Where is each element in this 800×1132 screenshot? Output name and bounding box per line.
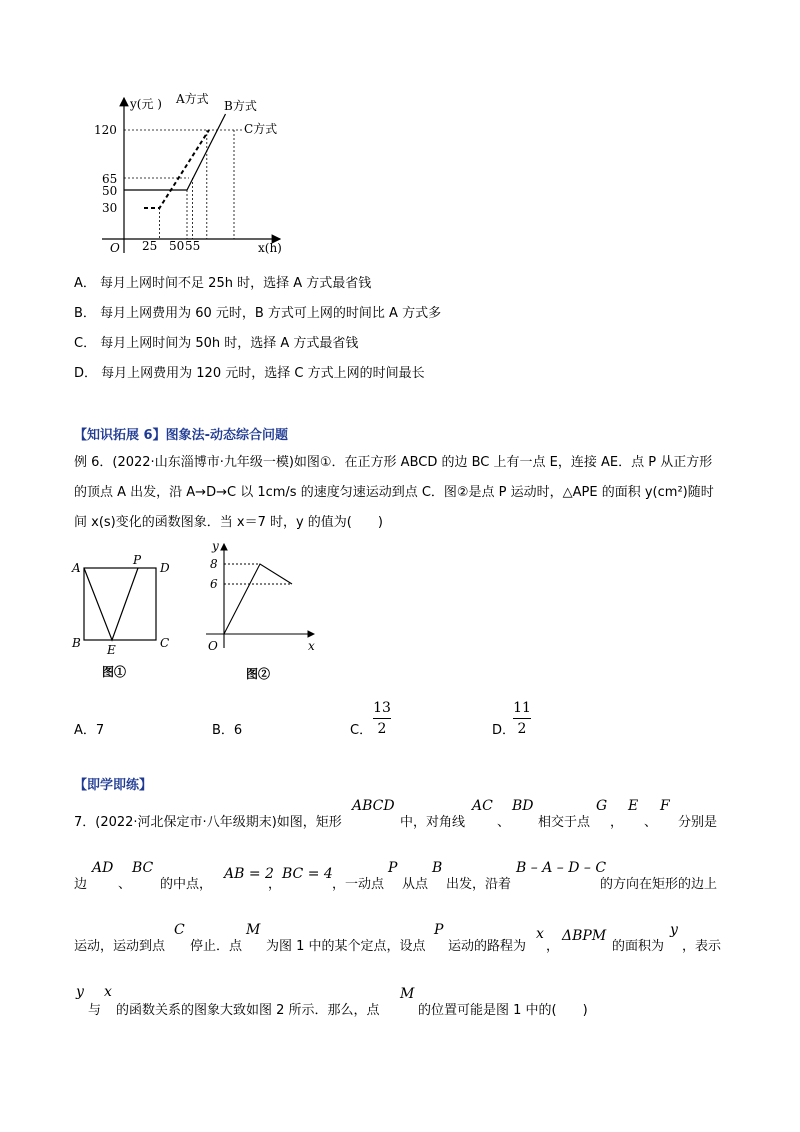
ex6-line-3: 间 x(s)变化的函数图象．当 x＝7 时，y 的值为( ) xyxy=(74,515,383,530)
section-heading-practice: 【即学即练】 xyxy=(74,778,153,793)
q7-line-3-text-6: ，表示 xyxy=(682,939,722,954)
y-tick-120: 120 xyxy=(94,123,117,137)
label-e: E xyxy=(107,643,116,657)
math-bc-4: BC = 4 xyxy=(282,866,333,882)
fig2-tick-8: 8 xyxy=(210,557,218,571)
q7-sep-3: 、 xyxy=(644,815,658,830)
math-ad: AD xyxy=(92,860,114,876)
y-tick-65: 65 xyxy=(102,172,118,186)
fig2-x-label: x xyxy=(308,639,315,653)
fig2-y-label: y xyxy=(212,539,219,553)
q7-line-3-text-4: 运动的路程为 xyxy=(448,939,527,954)
math-c: C xyxy=(174,922,185,938)
q7-line-2-text-6: 的方向在矩形的边上 xyxy=(600,877,718,892)
math-m: M xyxy=(246,922,261,938)
math-y-2: y xyxy=(76,984,84,1000)
q5-option-b: B． 每月上网费用为 60 元时，B 方式可上网的时间比 A 方式多 xyxy=(74,306,442,321)
math-f: F xyxy=(660,798,670,814)
square-abcd xyxy=(84,568,156,640)
math-abcd: ABCD xyxy=(352,798,395,814)
fig2-function-line xyxy=(224,564,292,634)
math-b: B xyxy=(432,860,443,876)
q7-line-3-text-3: 为图 1 中的某个定点，设点 xyxy=(266,939,426,954)
figure-1-caption: 图① xyxy=(102,665,127,679)
pricing-line-chart xyxy=(80,88,310,258)
q7-line-1-text: 7．(2022·河北保定市·八年级期末)如图，矩形 xyxy=(74,815,342,830)
label-c: C xyxy=(160,636,170,650)
y-tick-50: 50 xyxy=(102,184,118,198)
q7-line-2-text-4: 从点 xyxy=(402,877,429,892)
series-label-c: C方式 xyxy=(244,122,278,136)
q7-line-4-text: 与 xyxy=(88,1003,102,1018)
q7-line-3-text-5: 的面积为 xyxy=(612,939,665,954)
math-x: x xyxy=(536,926,544,942)
q7-line-2-text-3: ，一动点 xyxy=(332,877,385,892)
ex6-line-2: 的顶点 A 出发，沿 A→D→C 以 1cm/s 的速度匀速运动到点 C．图②是点 P 运动时，△APE 的面积 y(cm²)随时 xyxy=(74,485,714,500)
math-ab-2: AB = 2 xyxy=(224,866,274,882)
ex6-option-d-letter: D． xyxy=(492,723,516,738)
ex6-option-c-fraction: 13 2 xyxy=(373,700,391,737)
q7-sep-4: 、 xyxy=(118,877,132,892)
ex6-option-a: A．7 xyxy=(74,723,105,738)
series-label-a: A方式 xyxy=(176,92,209,106)
ex6-line-1: 例 6．(2022·山东淄博市·九年级一模)如图①．在正方形 ABCD 的边 BC 上有一点 E，连接 AE．点 P 从正方形 xyxy=(74,455,713,470)
math-x-2: x xyxy=(104,984,112,1000)
series-line-a xyxy=(144,130,209,208)
label-d: D xyxy=(160,561,170,575)
y-tick-30: 30 xyxy=(102,201,118,215)
label-p: P xyxy=(133,553,142,567)
q7-sep-5: ， xyxy=(268,877,282,892)
math-p: P xyxy=(388,860,398,876)
q7-line-4-text-3: 的位置可能是图 1 中的( ) xyxy=(418,1003,588,1018)
series-line-b xyxy=(124,114,226,190)
q7-line-3-text-2: 停止．点 xyxy=(190,939,243,954)
math-bpm: ΔBPM xyxy=(562,928,607,944)
triangle-ape xyxy=(84,568,138,640)
ex6-option-b: B．6 xyxy=(212,723,243,738)
ex6-option-c-letter: C． xyxy=(350,723,373,738)
section-heading-6: 【知识拓展 6】图象法-动态综合问题 xyxy=(74,428,288,443)
series-label-b: B方式 xyxy=(224,99,257,113)
figure-2-graph xyxy=(186,538,326,682)
x-tick-50: 50 xyxy=(169,239,185,253)
q5-option-c: C． 每月上网时间为 50h 时，选择 A 方式最省钱 xyxy=(74,336,359,351)
x-tick-55: 55 xyxy=(185,239,201,253)
y-axis-label: y(元 ) xyxy=(130,97,162,111)
q7-sep-1: 、 xyxy=(497,815,511,830)
q7-line-1-text-4: 分别是 xyxy=(678,815,718,830)
q7-line-2-text: 边 xyxy=(74,877,88,892)
q7-line-1-text-3: 相交于点 xyxy=(538,815,591,830)
q7-line-1-text-2: 中，对角线 xyxy=(400,815,466,830)
q7-sep-6: ， xyxy=(546,939,560,954)
figure-1-square xyxy=(66,548,186,680)
q7-line-2-text-5: 出发，沿着 xyxy=(446,877,512,892)
math-g: G xyxy=(596,798,608,814)
math-y: y xyxy=(670,922,678,938)
figure-2-caption: 图② xyxy=(246,667,271,681)
math-e: E xyxy=(628,798,639,814)
math-bd: BD xyxy=(512,798,534,814)
math-bc: BC xyxy=(132,860,154,876)
ex6-option-d-fraction: 11 2 xyxy=(513,700,531,737)
label-b: B xyxy=(72,636,81,650)
math-path: B – A – D – C xyxy=(516,860,607,876)
fig2-origin: O xyxy=(208,639,218,653)
q5-option-a: A． 每月上网时间不足 25h 时，选择 A 方式最省钱 xyxy=(74,276,372,291)
q7-sep-2: ， xyxy=(610,815,624,830)
q7-line-4-text-2: 的函数关系的图象大致如图 2 所示．那么，点 xyxy=(116,1003,380,1018)
x-axis-label: x(h) xyxy=(258,241,282,255)
q7-line-2-text-2: 的中点， xyxy=(160,877,213,892)
math-m-2: M xyxy=(400,986,415,1002)
fig2-tick-6: 6 xyxy=(210,577,218,591)
x-tick-25: 25 xyxy=(142,239,158,253)
origin-label: O xyxy=(110,241,120,255)
q5-option-d: D． 每月上网费用为 120 元时，选择 C 方式上网的时间最长 xyxy=(74,366,425,381)
math-p-2: P xyxy=(434,922,444,938)
q7-line-3-text: 运动，运动到点 xyxy=(74,939,166,954)
math-ac: AC xyxy=(472,798,493,814)
label-a: A xyxy=(72,561,81,575)
